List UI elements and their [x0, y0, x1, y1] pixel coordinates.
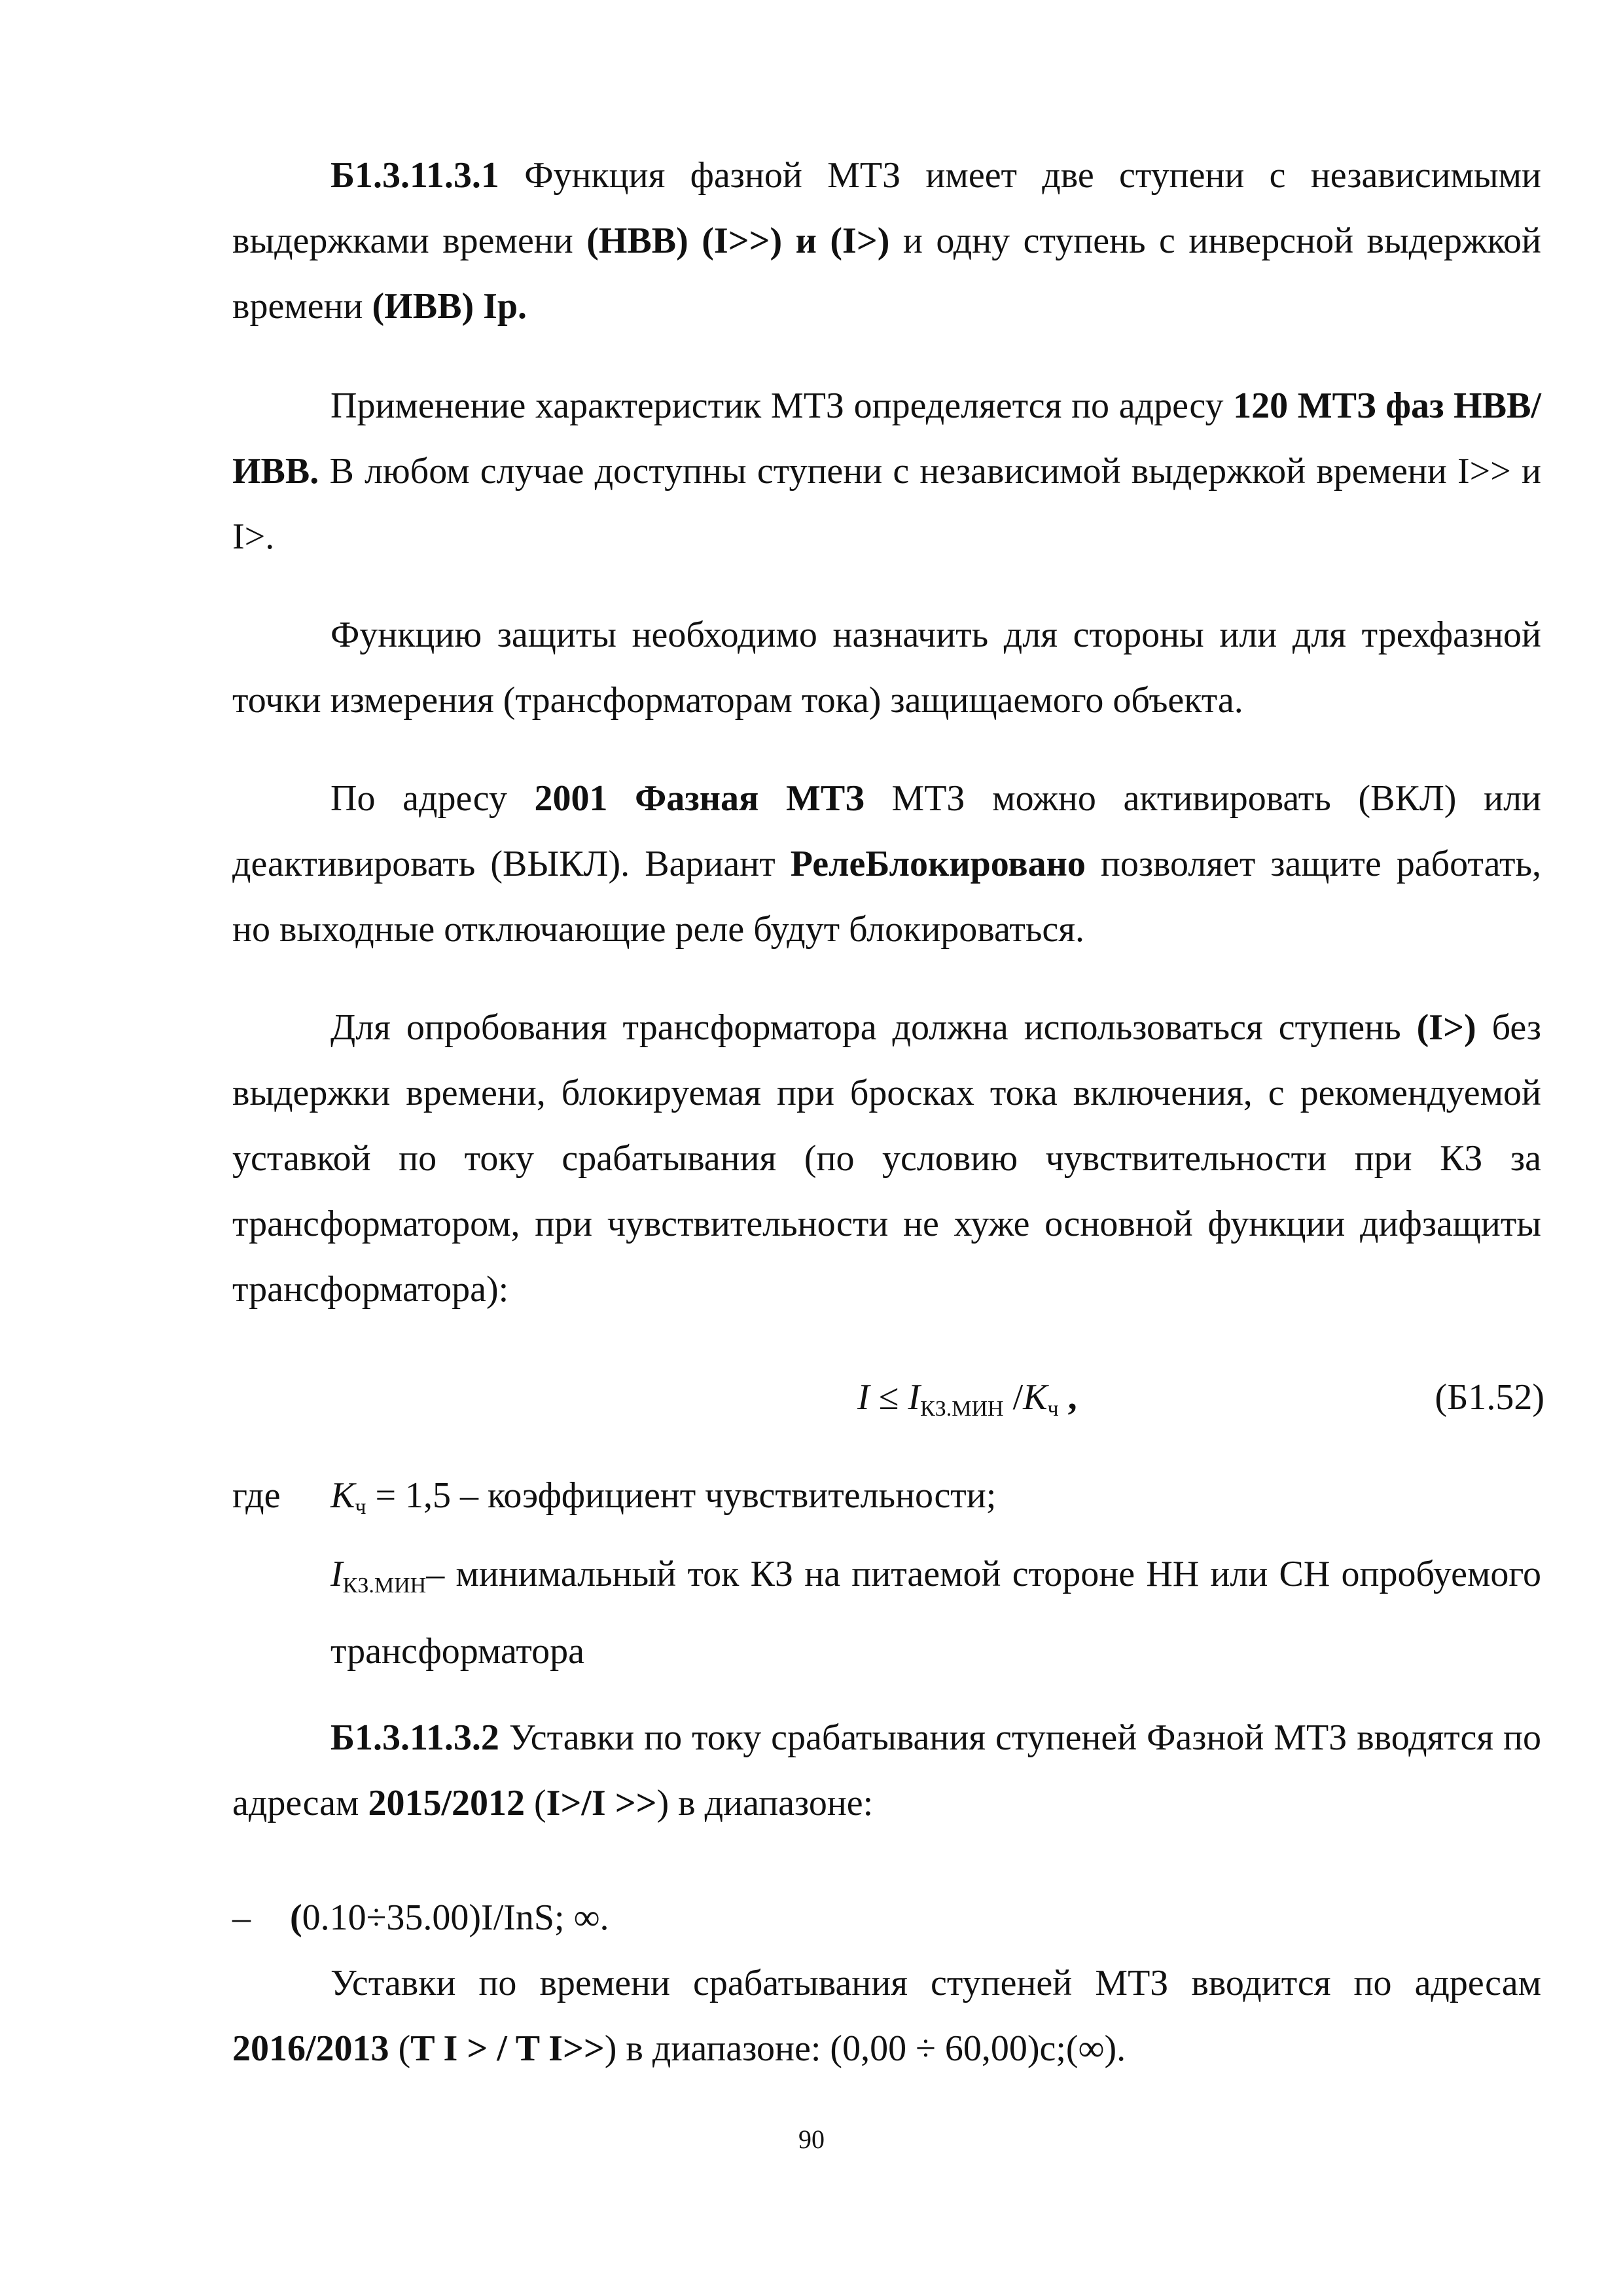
- page-number: 90: [798, 2125, 825, 2154]
- equation-number: (Б1.52): [1435, 1377, 1544, 1418]
- section-number: Б1.3.11.3.2: [330, 1717, 499, 1758]
- paragraph-transformer-test: Для опробования трансформатора должна использоваться ступень (I>) без выдержки времени, блокируемая при бросках тока включения, с рекомендуемой уставкой по току срабатывания (по условию чувствительности при КЗ за трансформатором, при чувствительности не хуже основной функции дифзащиты трансформатора):: [232, 1007, 1542, 1310]
- where-i-definition: $I_{КЗ.МИН}-$ минимальный ток КЗ на питаемой стороне НН или СН опробуемого трансформатора: [330, 1554, 1541, 1672]
- paragraph-characteristics: Применение характеристик МТЗ определяется по адресу 120 МТЗ фаз НВВ/ИВВ. В любом случае доступны ступени с независимой выдержкой времени I>> и I>.: [232, 386, 1541, 557]
- paragraph-b1-3-11-3-1: Б1.3.11.3.1 Функция фазной МТЗ имеет две ступени с независимыми выдержками времени (НВВ) (I>>) и (I>) и одну ступень с инверсной выдержкой времени (ИВВ) Ip.: [232, 155, 1541, 327]
- where-k-definition: $K_ч = 1,5$ – коэффициент чувствительности;: [330, 1475, 997, 1519]
- paragraph-activation: По адресу 2001 Фазная МТЗ МТЗ можно активировать (ВКЛ) или деактивировать (ВЫКЛ). Вариант РелеБлокировано позволяет защите работать, но выходные отключающие реле будут блокироваться.: [232, 778, 1542, 950]
- paragraph-time-settings: Уставки по времени срабатывания ступеней МТЗ вводится по адресам 2016/2013 (T I > / T I>>) в диапазоне: (0,00 ÷ 60,00)с;(∞).: [232, 1963, 1541, 2069]
- section-number: Б1.3.11.3.1: [330, 155, 499, 196]
- formula-b1-52: $I \le I_{КЗ.МИН}$ $/K_ч$ ,: [857, 1377, 1077, 1421]
- paragraph-assignment: Функцию защиты необходимо назначить для стороны или для трехфазной точки измерения (трансформаторам тока) защищаемого объекта.: [232, 615, 1541, 721]
- where-label: где: [232, 1475, 281, 1516]
- paragraph-b1-3-11-3-2: Б1.3.11.3.2 Уставки по току срабатывания ступеней Фазной МТЗ вводятся по адресам 2015/2012 (I>/I >>) в диапазоне:: [232, 1717, 1541, 1823]
- current-range-item: – (0.10÷35.00)I/InS; ∞.: [232, 1897, 609, 1938]
